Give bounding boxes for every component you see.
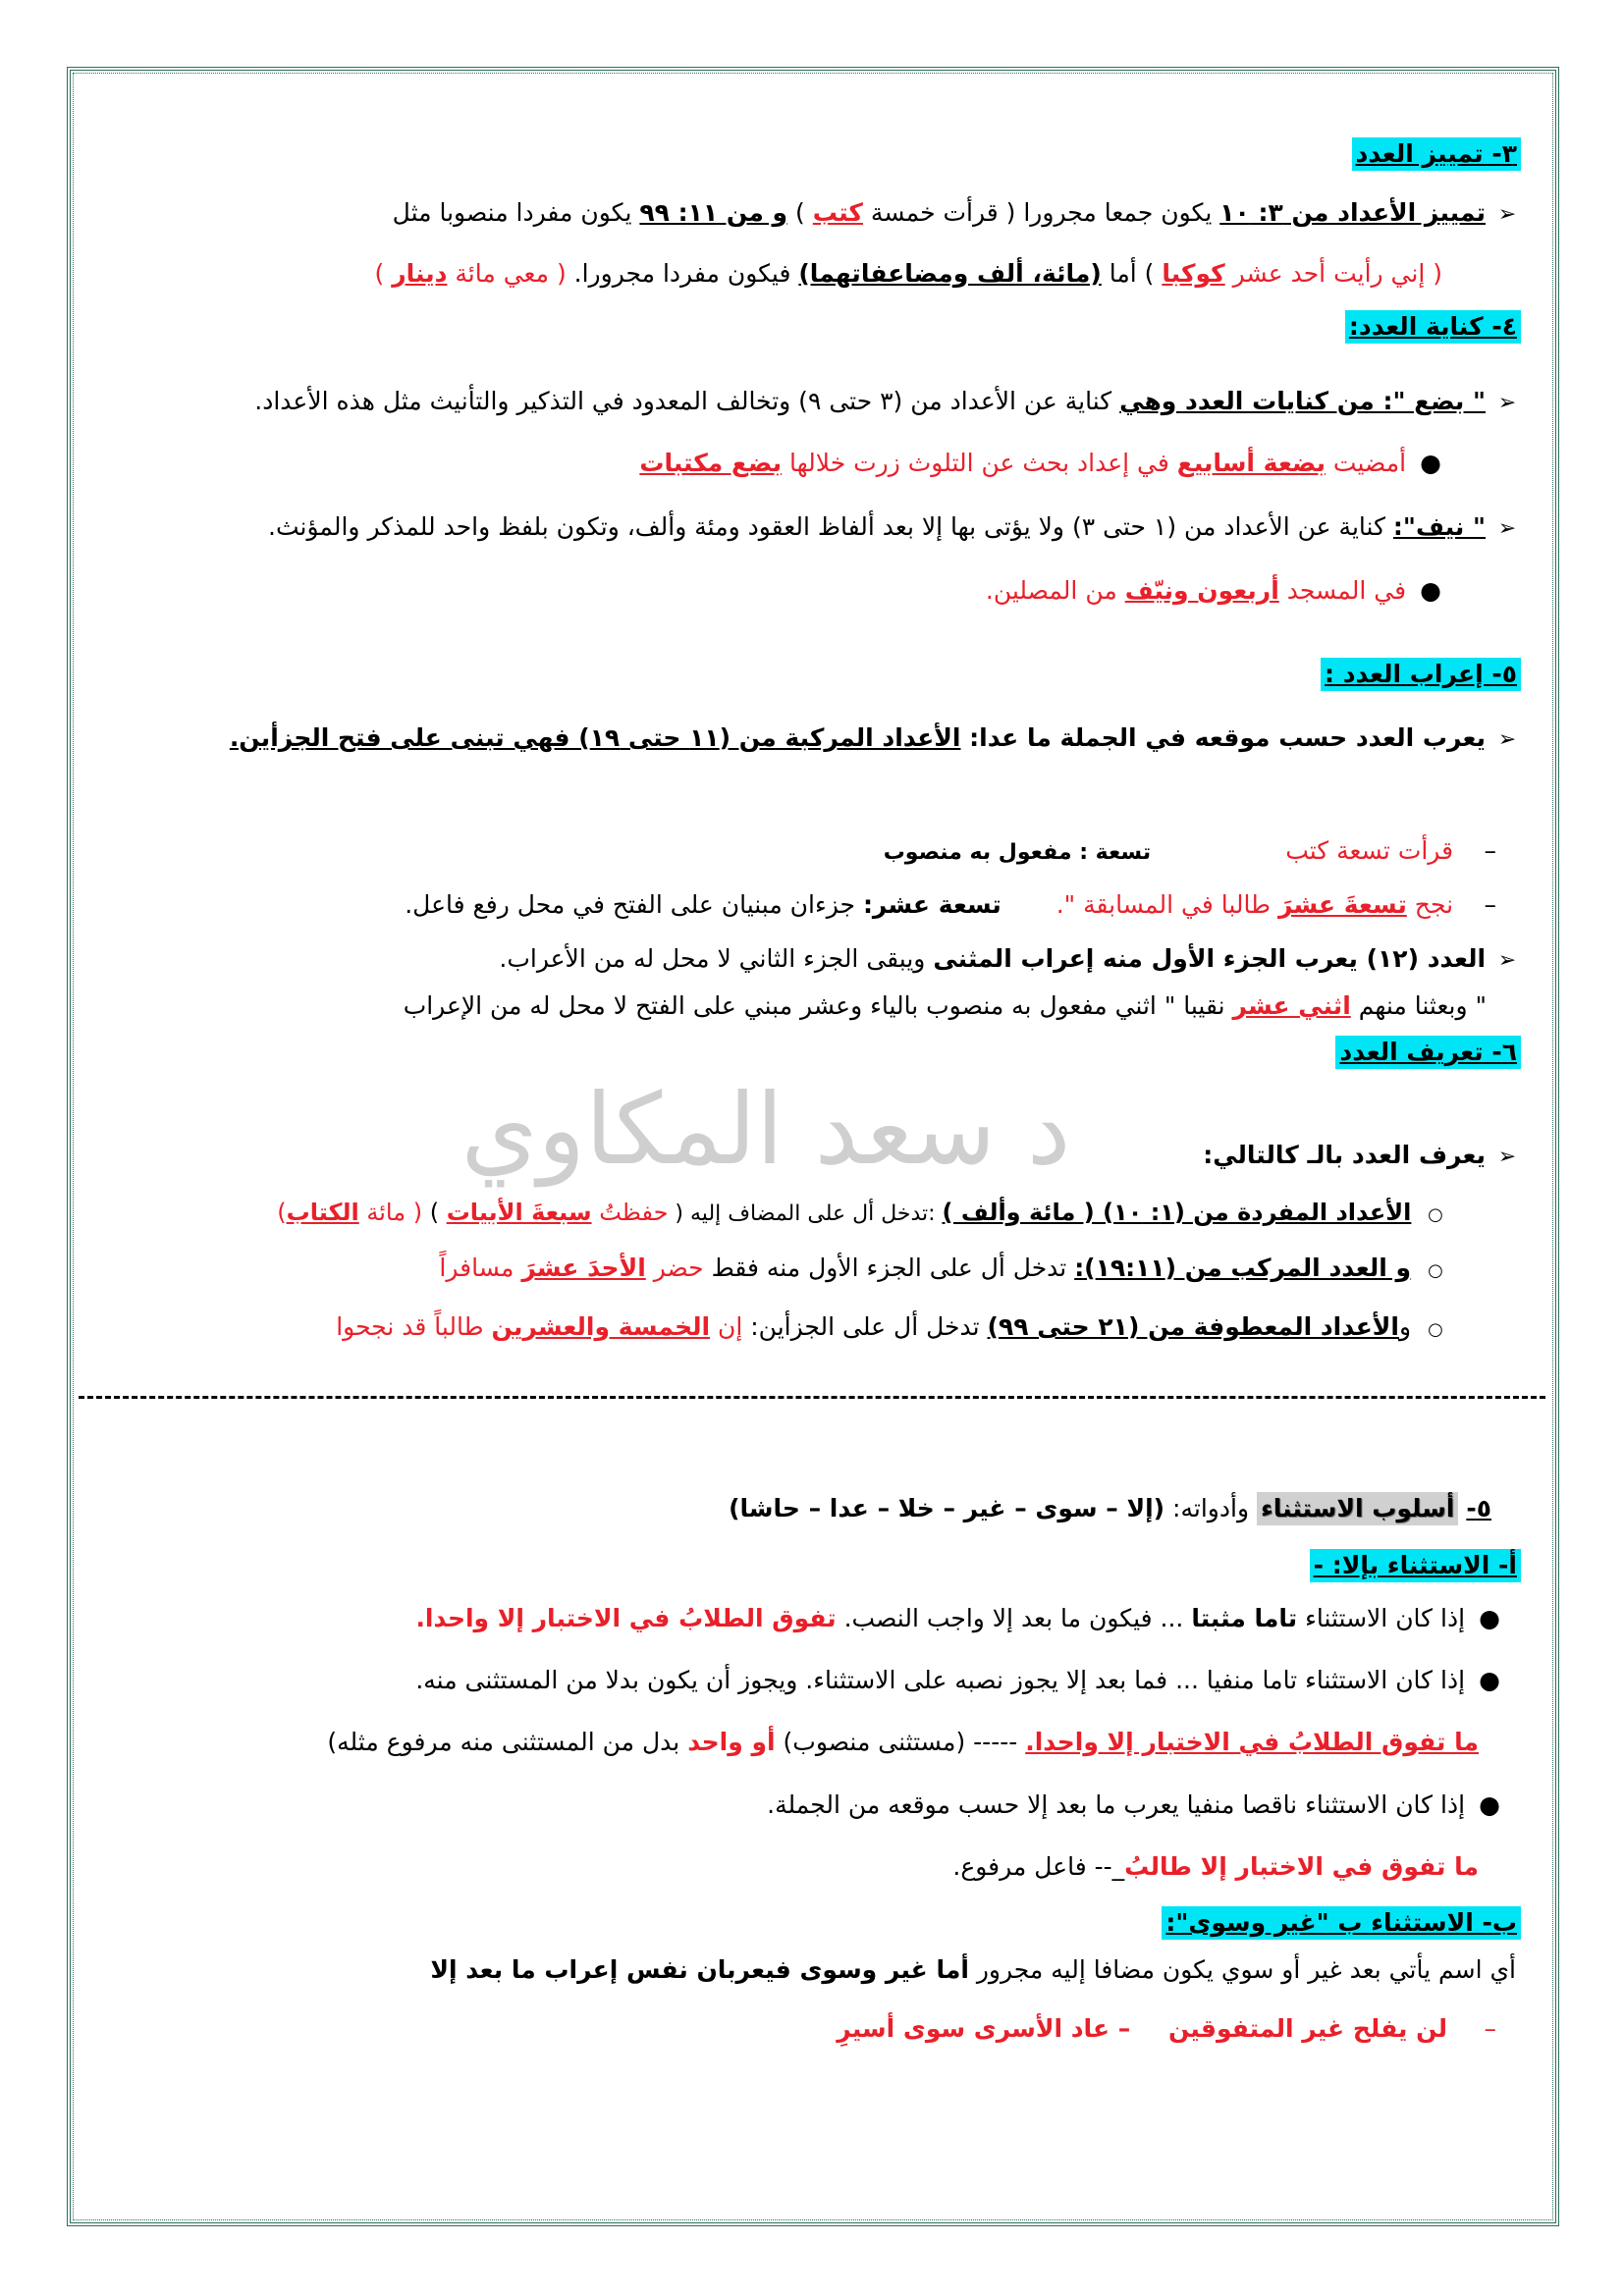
text: بضعة أسابيع bbox=[1176, 449, 1326, 477]
arrow-bullet-icon: ➢ bbox=[1497, 727, 1517, 752]
text: بضع مكتبات bbox=[639, 449, 783, 477]
circle-bullet-icon: ○ bbox=[1428, 1260, 1443, 1281]
arrow-bullet-icon: ➢ bbox=[1497, 391, 1517, 415]
istithna-a2 bbox=[79, 1664, 1506, 1697]
circle-bullet-icon: ○ bbox=[1428, 1204, 1443, 1225]
sec3-line2 bbox=[79, 257, 1442, 291]
text: بدل من المستثنى منه مرفوع مثله) bbox=[327, 1728, 688, 1756]
text: كوكبا bbox=[1162, 259, 1225, 288]
text: ( إني رأيت أحد عشر bbox=[1224, 259, 1442, 288]
sec3-heading-line bbox=[79, 137, 1521, 171]
bullet-dot-icon: ● bbox=[1420, 449, 1441, 477]
istithna-b-heading-line bbox=[79, 1906, 1521, 1940]
istithna-a3 bbox=[79, 1726, 1479, 1759]
text: و العدد المركب من (١٩:١١): bbox=[1074, 1254, 1412, 1282]
text: ٥- bbox=[1466, 1494, 1491, 1522]
text: ويبقى الجزء الثاني لا محل له من الأعراب. bbox=[499, 944, 934, 973]
text: يعرب العدد حسب موقعه في الجملة ما عدا: bbox=[960, 723, 1487, 752]
istithna-a1 bbox=[79, 1602, 1506, 1635]
text: ----- (مستثنى منصوب) bbox=[775, 1728, 1026, 1756]
text: يكون مفردا منصوبا مثل bbox=[392, 198, 640, 227]
text: فيكون مفردا مجرورا. bbox=[566, 259, 799, 288]
text: تسعةَ عشرَ bbox=[1277, 890, 1407, 919]
text: إذا كان الاستثناء تاما منفيا ... فما بعد إلا يجوز نصبه على الاستثناء. ويجوز أن يكون بدلا من المستثنى منه. bbox=[415, 1666, 1466, 1694]
text: يكون جمعا مجرورا ( قرأت خمسة bbox=[862, 198, 1220, 227]
arrow-bullet-icon: ➢ bbox=[1497, 948, 1517, 973]
circle-bullet-icon: ○ bbox=[1428, 1319, 1443, 1340]
istithna-b-title: ب- الاستثناء ب "غير وسوى": bbox=[1162, 1906, 1521, 1940]
istithna-a5 bbox=[79, 1850, 1479, 1884]
text: ( معي مائة bbox=[447, 259, 567, 288]
text: ) bbox=[787, 198, 813, 227]
sec5-line1 bbox=[79, 721, 1521, 757]
text: طالباً قد نجحوا bbox=[336, 1312, 492, 1341]
text: " بضع ": من كنايات العدد وهي bbox=[1119, 387, 1487, 415]
sec4-line4 bbox=[79, 574, 1447, 608]
sec6-title: ٦- تعريف العدد bbox=[1335, 1036, 1521, 1069]
sec4-line3 bbox=[79, 510, 1521, 546]
text: كناية عن الأعداد من (٣ حتى ٩) وتخالف المعدود في التذكير والتأنيث مثل هذه الأعداد. bbox=[254, 387, 1120, 415]
sec5-line4 bbox=[79, 989, 1487, 1023]
istithna-a4 bbox=[79, 1789, 1506, 1822]
text: يعرف العدد بالـ كالتالي: bbox=[1203, 1141, 1487, 1169]
text: كناية عن الأعداد من (١ حتى ٣) ولا يؤتى بها إلا بعد ألفاظ العقود ومئة وألف، وتكون بلفظ واحد للمذكر والمؤنث. bbox=[268, 512, 1393, 541]
text: من المصلين. bbox=[985, 576, 1125, 605]
text: أربعون ونيّف bbox=[1124, 576, 1279, 605]
text: العدد (١٢) يعرب الجزء الأول منه إعراب المثنى bbox=[933, 944, 1487, 973]
text: نجح bbox=[1406, 890, 1454, 919]
text: إذا كان الاستثناء ناقصا منفيا يعرب ما بعد إلا حسب موقعه من الجملة. bbox=[767, 1790, 1466, 1819]
bullet-dot-icon: ● bbox=[1420, 576, 1441, 605]
text: حفظتُ bbox=[591, 1199, 669, 1226]
text: ( مائة bbox=[358, 1199, 423, 1226]
text: الأعداد المفردة من (١: ١٠) ( مائة وألف ) bbox=[942, 1199, 1412, 1226]
sec6-heading-line bbox=[79, 1036, 1521, 1069]
text: " نيف": bbox=[1392, 512, 1487, 541]
text: الأعداد المركبة من (١١ حتى ١٩) فهي تبنى على فتح الجزأين. bbox=[229, 723, 961, 752]
arrow-bullet-icon: ➢ bbox=[1497, 516, 1517, 541]
text: تسعة : مفعول به منصوب bbox=[883, 840, 1152, 865]
text: ) bbox=[374, 259, 393, 288]
text: الخمسة والعشرين bbox=[491, 1312, 711, 1341]
istithna-b1 bbox=[79, 1953, 1516, 1987]
text: تدخل أل على الجزء الأول منه فقط bbox=[703, 1254, 1075, 1282]
istithna-title-line bbox=[79, 1492, 1491, 1525]
text: طالبا في المسابقة ". bbox=[1056, 890, 1278, 919]
istithna-a-title: أ- الاستثناء بإلا: - bbox=[1310, 1549, 1521, 1582]
text: لن يفلح غير المتفوقين bbox=[1167, 2014, 1448, 2043]
watermark: د سعد المكاوي bbox=[460, 1072, 1071, 1187]
arrow-bullet-icon: ➢ bbox=[1497, 202, 1517, 227]
sec6-item3 bbox=[79, 1310, 1452, 1347]
text: و bbox=[1398, 1312, 1412, 1341]
dashed-separator bbox=[79, 1396, 1545, 1399]
text: جزءان مبنيان على الفتح في محل رفع فاعل. bbox=[405, 890, 863, 919]
text: _-- فاعل مرفوع. bbox=[952, 1852, 1125, 1881]
sec3-title: ٣- تمييز العدد bbox=[1352, 137, 1522, 171]
text: إذا كان الاستثناء bbox=[1297, 1604, 1466, 1632]
sec4-heading-line bbox=[79, 310, 1521, 344]
text: إن bbox=[710, 1312, 743, 1341]
text: الكتاب bbox=[286, 1199, 359, 1226]
text: في إعداد بحث عن التلوث زرت خلالها bbox=[782, 449, 1177, 477]
text: مسافراً bbox=[439, 1254, 522, 1282]
sec5-example2: – نجح تسعةَ عشرَ طالبا في المسابقة ". تسعة عشر: جزءان مبنيان على الفتح في محل رفع فاعل. bbox=[405, 890, 1496, 919]
text: تدخل أل على الجزأين: bbox=[742, 1312, 988, 1341]
text: أو واحد bbox=[687, 1728, 776, 1756]
sec5-line3 bbox=[79, 942, 1521, 978]
text: تسعة عشر: bbox=[862, 890, 1001, 919]
text: دينار bbox=[392, 259, 448, 288]
text: ما تفوق في الاختبار إلا طالبُ bbox=[1124, 1852, 1479, 1881]
text: أما غير وسوى فيعربان نفس إعراب ما بعد إلا bbox=[430, 1955, 969, 1984]
text: ما تفوق الطلابُ في الاختبار إلا واحدا. bbox=[1025, 1728, 1479, 1756]
sec5-example1: – قرأت تسعة كتب تسعة : مفعول به منصوب bbox=[79, 834, 1496, 870]
text: " وبعثنا منهم bbox=[1350, 991, 1487, 1020]
text: ... فيكون ما بعد إلا واجب النصب. bbox=[836, 1604, 1192, 1632]
text: قرأت تسعة كتب bbox=[1285, 836, 1454, 865]
sec4-line1 bbox=[79, 385, 1521, 420]
sec6-item2 bbox=[79, 1252, 1452, 1288]
text: :تدخل أل على المضاف إليه ( bbox=[668, 1201, 943, 1226]
text: سبعةَ الأبيات bbox=[446, 1199, 592, 1226]
text: ) bbox=[422, 1199, 447, 1226]
text: نقيبا " bbox=[1164, 991, 1233, 1020]
text: الأعداد المعطوفة من (٢١ حتى ٩٩) bbox=[987, 1312, 1399, 1341]
sec4-title: ٤- كناية العدد: bbox=[1345, 310, 1521, 344]
text: (إلا – سوى – غير – خلا – عدا – حاشا) bbox=[729, 1494, 1165, 1522]
text: أمضيت bbox=[1325, 449, 1407, 477]
text: ) أما bbox=[1101, 259, 1163, 288]
text: تمييز الأعداد من ٣: ١٠ bbox=[1219, 198, 1487, 227]
istithna-b2: – لن يفلح غير المتفوقين – عاد الأسرى سوى أسيرِ bbox=[837, 2014, 1496, 2043]
text: حضر bbox=[645, 1254, 704, 1282]
sec6-item1 bbox=[79, 1196, 1452, 1232]
text: تفوق الطلابُ في الاختبار إلا واحدا. bbox=[415, 1604, 837, 1632]
istithna-a-heading-line bbox=[79, 1549, 1521, 1582]
sec3-line1 bbox=[79, 196, 1521, 232]
text: تاما مثبتا bbox=[1191, 1604, 1298, 1632]
text: وأدواته: bbox=[1164, 1494, 1257, 1522]
bullet-dot-icon: ● bbox=[1479, 1790, 1500, 1819]
text: (مائة، ألف ومضاعفاتهما) bbox=[798, 259, 1102, 288]
text: أي اسم يأتي بعد غير أو سوي يكون مضافا إليه مجرور bbox=[968, 1955, 1516, 1984]
text: اثني مفعول به منصوب بالياء وعشر مبني على الفتح لا محل له من الإعراب bbox=[403, 991, 1164, 1020]
text: ) bbox=[277, 1199, 287, 1226]
text: كتب bbox=[812, 198, 863, 227]
sec5-heading-line bbox=[79, 658, 1521, 691]
text: و من ١١: ٩٩ bbox=[639, 198, 788, 227]
text: اثني عشر bbox=[1232, 991, 1351, 1020]
text: في المسجد bbox=[1278, 576, 1407, 605]
sec5-title: ٥- إعراب العدد : bbox=[1321, 658, 1521, 691]
arrow-bullet-icon: ➢ bbox=[1497, 1145, 1517, 1169]
sec6-line1 bbox=[79, 1139, 1521, 1174]
bullet-dot-icon: ● bbox=[1479, 1604, 1500, 1632]
text: – عاد الأسرى سوى أسيرِ bbox=[837, 2014, 1139, 2043]
istithna-title: أسلوب الاستثناء bbox=[1257, 1492, 1458, 1525]
text: الأحدَ عشرَ bbox=[521, 1254, 646, 1282]
bullet-dot-icon: ● bbox=[1479, 1666, 1500, 1694]
sec4-line2 bbox=[79, 447, 1447, 480]
